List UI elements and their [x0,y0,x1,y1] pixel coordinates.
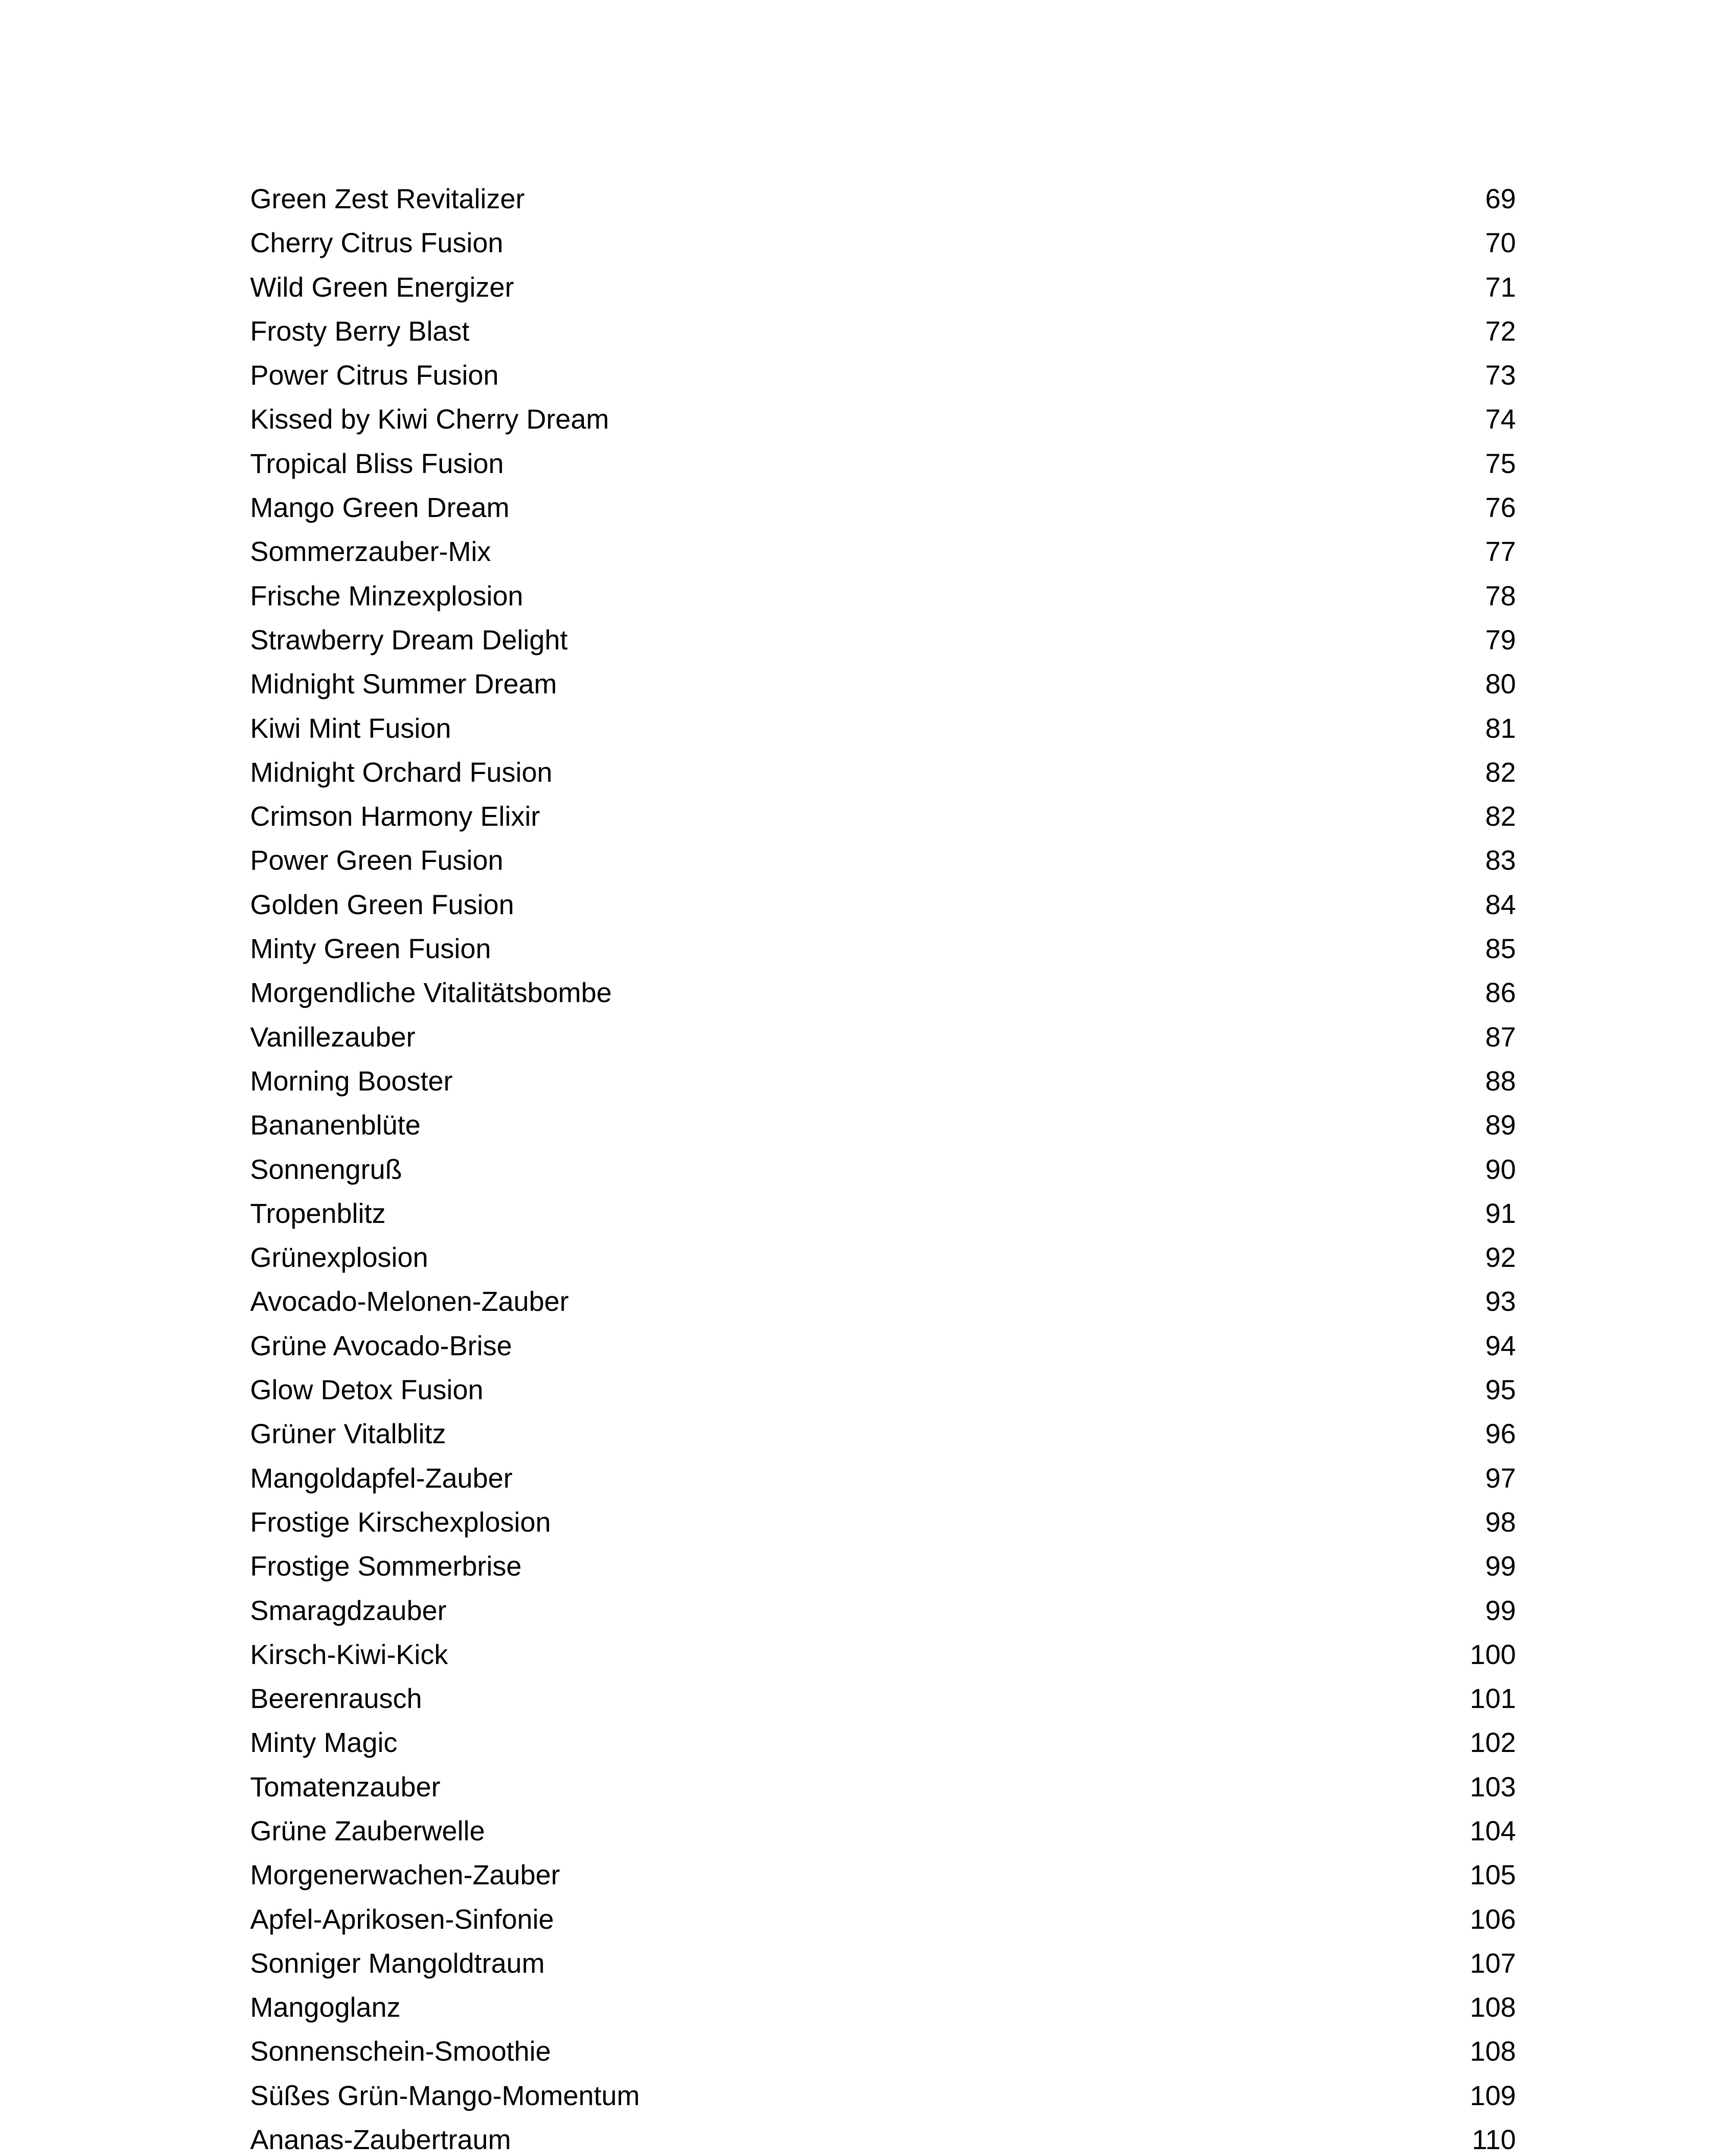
toc-entry-page-number: 89 [1485,1109,1516,1141]
toc-entry-title: Beerenrausch [250,1683,422,1714]
toc-entry [250,1324,1516,1368]
toc-entry-title: Tropenblitz [250,1197,386,1229]
toc-entry [250,1279,1516,1323]
toc-entry-title: Grünexplosion [250,1242,428,1273]
toc-entry [250,1985,1516,2029]
toc-entry-page-number: 97 [1485,1462,1516,1494]
toc-entry-title: Midnight Summer Dream [250,668,557,700]
toc-entry-page-number: 70 [1485,227,1516,259]
toc-entry-page-number: 88 [1485,1065,1516,1097]
toc-entry [250,353,1516,397]
toc-entry-page-number: 85 [1485,933,1516,965]
toc-entry-page-number: 110 [1472,2124,1516,2156]
toc-entry-title: Midnight Orchard Fusion [250,756,552,788]
toc-entry [250,1809,1516,1853]
toc-entry-page-number: 99 [1485,1595,1516,1626]
toc-entry-page-number: 82 [1485,801,1516,832]
toc-entry [250,1544,1516,1588]
toc-entry [250,1500,1516,1544]
toc-entry-page-number: 98 [1485,1506,1516,1538]
toc-entry-title: Tomatenzauber [250,1771,441,1802]
toc-entry-page-number: 75 [1485,448,1516,479]
toc-entry [250,971,1516,1015]
toc-entry-title: Grüne Zauberwelle [250,1815,485,1846]
toc-entry [250,442,1516,486]
toc-entry-page-number: 102 [1470,1727,1516,1758]
toc-entry [250,1633,1516,1677]
toc-entry [250,1103,1516,1147]
toc-entry-page-number: 104 [1470,1815,1516,1846]
toc-entry [250,530,1516,573]
toc-entry [250,1059,1516,1103]
toc-entry-title: Glow Detox Fusion [250,1374,483,1406]
toc-entry-title: Kissed by Kiwi Cherry Dream [250,404,609,435]
toc-entry-title: Frostige Kirschexplosion [250,1506,551,1538]
toc-entry [250,1589,1516,1633]
toc-entry-title: Green Zest Revitalizer [250,183,525,214]
toc-entry-title: Kiwi Mint Fusion [250,712,451,744]
toc-entry [250,883,1516,927]
toc-entry [250,2074,1516,2118]
toc-entry [250,1368,1516,1412]
toc-entry-title: Sonnengruß [250,1153,402,1185]
toc-entry-title: Minty Magic [250,1727,398,1758]
toc-entry [250,1191,1516,1235]
toc-entry [250,2118,1516,2156]
toc-entry-page-number: 95 [1485,1374,1516,1406]
toc-entry-page-number: 106 [1470,1903,1516,1935]
toc-entry-title: Grüne Avocado-Brise [250,1330,512,1361]
toc-entry-page-number: 84 [1485,889,1516,920]
toc-entry-page-number: 76 [1485,492,1516,523]
toc-entry-title: Bananenblüte [250,1109,421,1141]
toc-entry [250,1765,1516,1809]
toc-entry [250,2029,1516,2073]
toc-entry-page-number: 91 [1485,1197,1516,1229]
toc-entry-page-number: 103 [1470,1771,1516,1802]
toc-entry-page-number: 82 [1485,756,1516,788]
toc-entry [250,1941,1516,1985]
toc-entry-title: Sonniger Mangoldtraum [250,1947,545,1979]
toc-entry [250,574,1516,618]
toc-entry-page-number: 90 [1485,1153,1516,1185]
toc-entry-page-number: 108 [1470,2036,1516,2067]
toc-entry-page-number: 77 [1485,536,1516,567]
toc-entry-title: Minty Green Fusion [250,933,491,965]
toc-entry [250,927,1516,971]
toc-entry-title: Süßes Grün-Mango-Momentum [250,2080,640,2111]
toc-entry-title: Morgenerwachen-Zauber [250,1859,560,1891]
toc-entry-page-number: 101 [1470,1683,1516,1714]
toc-entry-title: Frische Minzexplosion [250,580,524,611]
toc-entry-page-number: 109 [1470,2080,1516,2111]
toc-entry [250,706,1516,750]
toc-entry [250,1720,1516,1764]
toc-entry-title: Tropical Bliss Fusion [250,448,504,479]
table-of-contents [250,177,1516,2156]
toc-entry-title: Frosty Berry Blast [250,315,470,347]
toc-entry [250,221,1516,265]
toc-entry-page-number: 108 [1470,1992,1516,2023]
toc-entry [250,309,1516,353]
toc-entry-title: Strawberry Dream Delight [250,624,568,655]
toc-entry-title: Avocado-Melonen-Zauber [250,1286,569,1317]
toc-entry-title: Cherry Citrus Fusion [250,227,503,259]
toc-entry [250,265,1516,309]
toc-entry-page-number: 92 [1485,1242,1516,1273]
toc-entry-title: Sonnenschein-Smoothie [250,2036,551,2067]
toc-entry-title: Mango Green Dream [250,492,510,523]
toc-entry [250,662,1516,706]
toc-entry [250,1853,1516,1897]
toc-entry-page-number: 93 [1485,1286,1516,1317]
toc-entry [250,1147,1516,1191]
toc-entry-title: Wild Green Energizer [250,271,514,303]
toc-entry-page-number: 107 [1470,1947,1516,1979]
toc-entry-title: Mangoldapfel-Zauber [250,1462,513,1494]
toc-entry-title: Sommerzauber-Mix [250,536,491,567]
toc-entry-page-number: 73 [1485,360,1516,391]
toc-entry [250,1235,1516,1279]
toc-entry-title: Frostige Sommerbrise [250,1551,522,1582]
toc-entry-title: Morning Booster [250,1065,453,1097]
toc-entry-page-number: 99 [1485,1551,1516,1582]
toc-entry-title: Morgendliche Vitalitätsbombe [250,977,612,1009]
toc-entry-page-number: 86 [1485,977,1516,1009]
toc-entry [250,794,1516,838]
toc-entry-page-number: 87 [1485,1021,1516,1053]
toc-entry-page-number: 71 [1485,271,1516,303]
toc-entry-title: Power Citrus Fusion [250,360,499,391]
toc-entry [250,177,1516,221]
toc-entry-title: Kirsch-Kiwi-Kick [250,1639,448,1670]
toc-entry [250,1897,1516,1941]
toc-entry-title: Apfel-Aprikosen-Sinfonie [250,1903,554,1935]
toc-entry [250,1412,1516,1456]
toc-entry-page-number: 69 [1485,183,1516,214]
toc-entry [250,1677,1516,1720]
toc-entry-title: Vanillezauber [250,1021,416,1053]
toc-entry-page-number: 83 [1485,845,1516,876]
toc-entry-title: Mangoglanz [250,1992,401,2023]
toc-entry [250,618,1516,662]
toc-entry-title: Golden Green Fusion [250,889,514,920]
toc-entry-page-number: 72 [1485,315,1516,347]
toc-entry-title: Power Green Fusion [250,845,503,876]
toc-entry [250,1015,1516,1059]
toc-entry [250,486,1516,530]
toc-entry [250,1456,1516,1500]
toc-entry-title: Ananas-Zaubertraum [250,2124,511,2156]
toc-entry-page-number: 105 [1470,1859,1516,1891]
toc-entry-page-number: 80 [1485,668,1516,700]
toc-entry [250,397,1516,441]
toc-entry [250,750,1516,794]
toc-entry-page-number: 81 [1485,712,1516,744]
toc-entry-page-number: 74 [1485,404,1516,435]
toc-entry-title: Smaragdzauber [250,1595,447,1626]
toc-entry-title: Grüner Vitalblitz [250,1418,446,1450]
toc-entry-page-number: 96 [1485,1418,1516,1450]
toc-entry-page-number: 78 [1485,580,1516,611]
toc-entry-page-number: 100 [1470,1639,1516,1670]
toc-entry-page-number: 79 [1485,624,1516,655]
toc-entry-title: Crimson Harmony Elixir [250,801,540,832]
toc-entry-page-number: 94 [1485,1330,1516,1361]
toc-entry [250,838,1516,882]
